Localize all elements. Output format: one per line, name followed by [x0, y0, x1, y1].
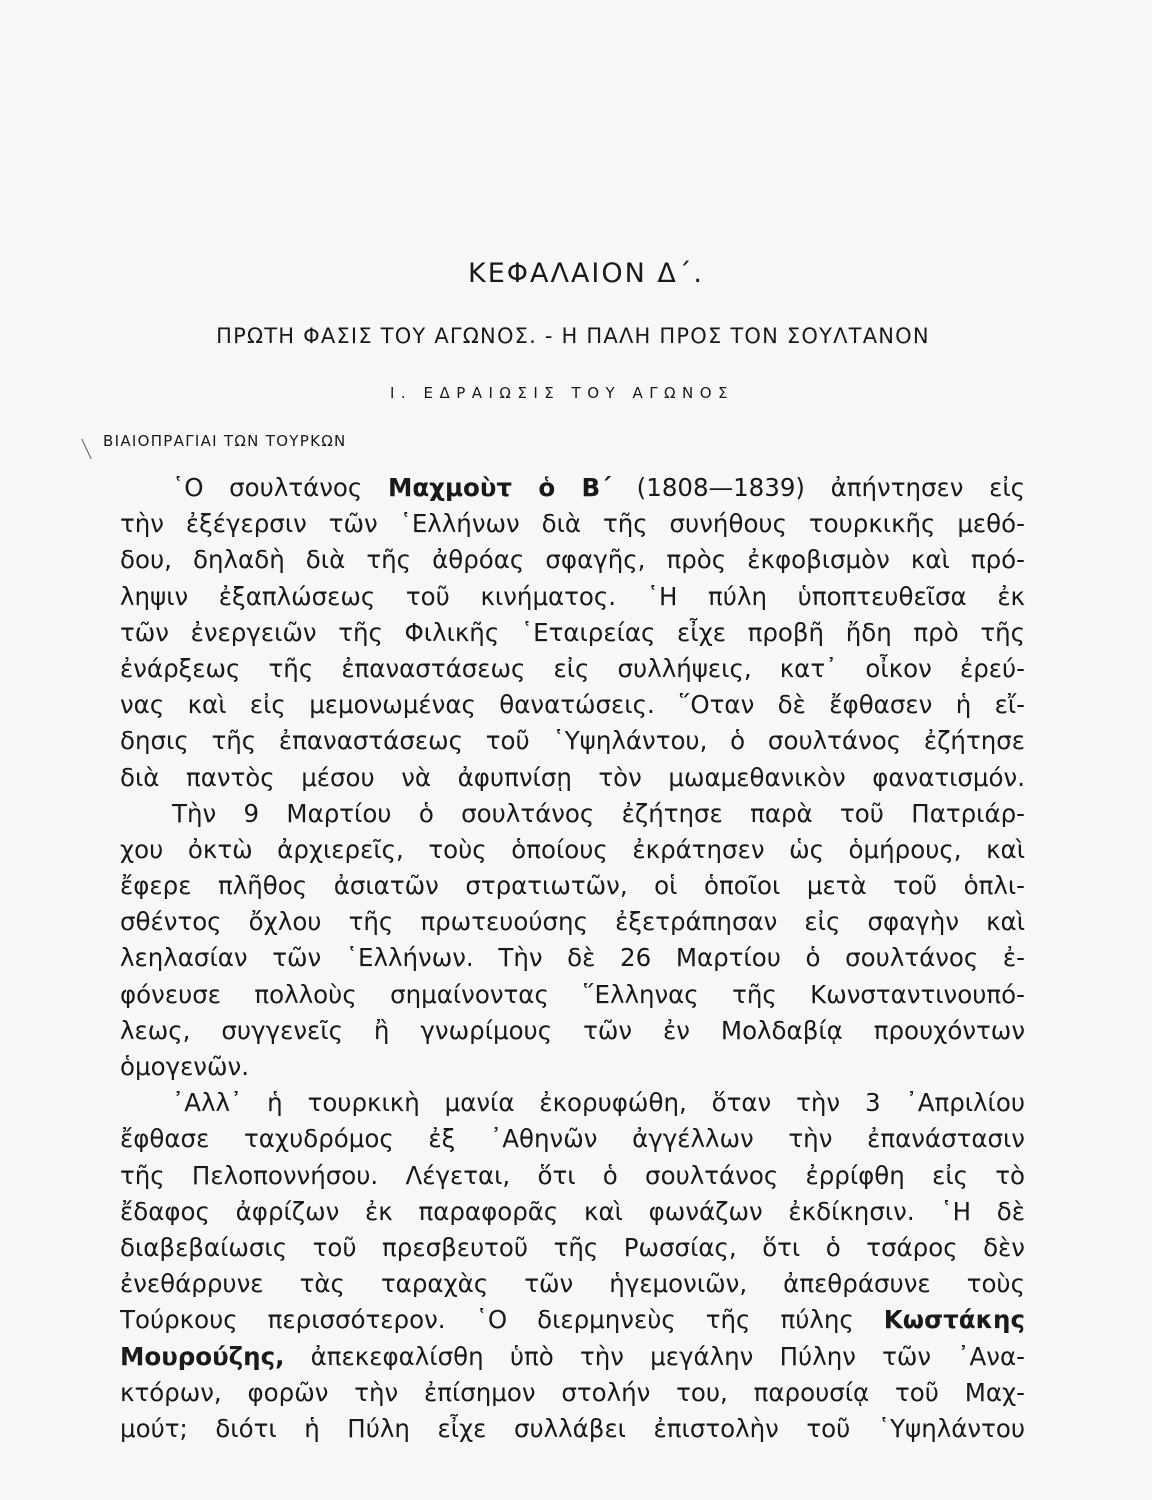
text-line: λεως, συγγενεῖς ἢ γνωρίμους τῶν ἐν Μολδαβίᾳ προυχόντων	[120, 1015, 1025, 1045]
text-line: σθέντος ὄχλου τῆς πρωτευούσης ἐξετράπησαν εἰς σφαγὴν καὶ	[120, 907, 1025, 937]
text-line: ὁμογενῶν.	[120, 1052, 249, 1081]
text-line: ληψιν ἐξαπλώσεως τοῦ κινήματος. ῾Η πύλη ὑποπτευθεῖσα ἐκ	[120, 581, 1025, 611]
text-line: ἔφερε πλῆθος ἀσιατῶν στρατιωτῶν, οἱ ὁποῖοι μετὰ τοῦ ὁπλι-	[120, 871, 1025, 901]
text-span: ῾Ο σουλτάνος	[172, 473, 363, 502]
text-line: διὰ παντὸς μέσου νὰ ἀφυπνίσῃ τὸν μωαμεθανικὸν φανατισμόν.	[120, 762, 1025, 792]
subsection-title: ΒΙΑΙΟΠΡΑΓΙΑΙ ΤΩΝ ΤΟΥΡΚΩΝ	[103, 432, 347, 450]
text-line: λεηλασίαν τῶν ῾Ελλήνων. Τὴν δὲ 26 Μαρτίου ὁ σουλτάνος ἐ-	[120, 943, 1025, 973]
text-span: Τούρκους περισσότερον. ῾Ο διερμηνεὺς τῆς πύλης	[120, 1305, 854, 1335]
text-span: (1808—1839) ἀπήντησεν εἰς	[636, 473, 1025, 502]
text-line: διαβεβαίωσις τοῦ πρεσβευτοῦ τῆς Ρωσσίας, ὅτι ὁ τσάρος δὲν	[120, 1232, 1025, 1262]
text-line	[120, 470, 1025, 506]
text-line: κτόρων, φορῶν τὴν ἐπίσημον στολήν του, παρουσίᾳ τοῦ Μαχ-	[120, 1377, 1025, 1407]
person-name: Μουρούζης,	[120, 1341, 285, 1371]
paragraph-2	[120, 796, 1025, 1086]
ruler-name: Μαχμοὺτ ὁ Β΄	[387, 473, 612, 502]
text-line: δησις τῆς ἐπαναστάσεως τοῦ ῾Υψηλάντου, ὁ σουλτάνος ἐζήτησε	[120, 726, 1025, 756]
text-line: τῶν ἐνεργειῶν τῆς Φιλικῆς ῾Εταιρείας εἶχε προβῆ ἤδη πρὸ τῆς	[120, 617, 1025, 647]
text-line: τῆς Πελοποννήσου. Λέγεται, ὅτι ὁ σουλτάνος ἐρρίφθη εἰς τὸ	[120, 1160, 1025, 1190]
chapter-title: ΚΕΦΑΛΑΙΟΝ Δ΄.	[468, 258, 704, 289]
text-line: μούτ; διότι ἡ Πύλη εἶχε συλλάβει ἐπιστολὴν τοῦ ῾Υψηλάντου	[120, 1413, 1025, 1443]
margin-mark	[81, 439, 91, 459]
paragraph-3	[120, 1085, 1025, 1447]
person-name: Κωστάκης	[883, 1305, 1025, 1335]
text-span: ἀπεκεφαλίσθη ὑπὸ τὴν μεγάλην Πύλην τῶν ᾽Ανα-	[310, 1341, 1025, 1371]
text-line	[120, 1302, 1025, 1338]
text-line: τὴν ἐξέγερσιν τῶν ῾Ελλήνων διὰ τῆς συνήθους τουρκικῆς μεθό-	[120, 509, 1025, 539]
text-line: δου, δηλαδὴ διὰ τῆς ἀθρόας σφαγῆς, πρὸς ἐκφοβισμὸν καὶ πρό-	[120, 545, 1025, 575]
text-line: ἐνεθάρρυνε τὰς ταραχὰς τῶν ἡγεμονιῶν, ἀπεθράσυνε τοὺς	[120, 1269, 1025, 1299]
text-line: ᾽Αλλ᾽ ἡ τουρκικὴ μανία ἐκορυφώθη, ὅταν τὴν 3 ᾽Απριλίου	[172, 1088, 1025, 1118]
paragraph-1	[120, 470, 1025, 796]
body-text	[120, 470, 1025, 1447]
text-line: νας καὶ εἰς μεμονωμένας θανατώσεις. ῞Οταν δὲ ἔφθασεν ἡ εἴ-	[120, 690, 1025, 720]
text-line	[120, 1339, 1025, 1375]
part-title: ΠΡΩΤΗ ΦΑΣΙΣ ΤΟΥ ΑΓΩΝΟΣ. - Η ΠΑΛΗ ΠΡΟΣ ΤΟΝ ΣΟΥΛΤΑΝΟΝ	[216, 324, 930, 348]
section-title: I. ΕΔΡΑΙΩΣΙΣ ΤΟΥ ΑΓΩΝΟΣ	[390, 384, 735, 402]
text-line: ἐνάρξεως τῆς ἐπαναστάσεως εἰς συλλήψεις, κατ᾽ οἶκον ἐρεύ-	[120, 653, 1025, 683]
text-line: χου ὀκτὼ ἀρχιερεῖς, τοὺς ὁποίους ἐκράτησεν ὡς ὁμήρους, καὶ	[120, 834, 1025, 864]
text-line: ἔφθασε ταχυδρόμος ἐξ ᾽Αθηνῶν ἀγγέλλων τὴν ἐπανάστασιν	[120, 1124, 1025, 1154]
text-line: φόνευσε πολλοὺς σημαίνοντας ῞Ελληνας τῆς Κωνσταντινουπό-	[120, 979, 1025, 1009]
text-line: ἔδαφος ἀφρίζων ἐκ παραφορᾶς καὶ φωνάζων ἐκδίκησιν. ῾Η δὲ	[120, 1196, 1025, 1226]
text-line: Τὴν 9 Μαρτίου ὁ σουλτάνος ἐζήτησε παρὰ τοῦ Πατριάρ-	[172, 798, 1025, 828]
